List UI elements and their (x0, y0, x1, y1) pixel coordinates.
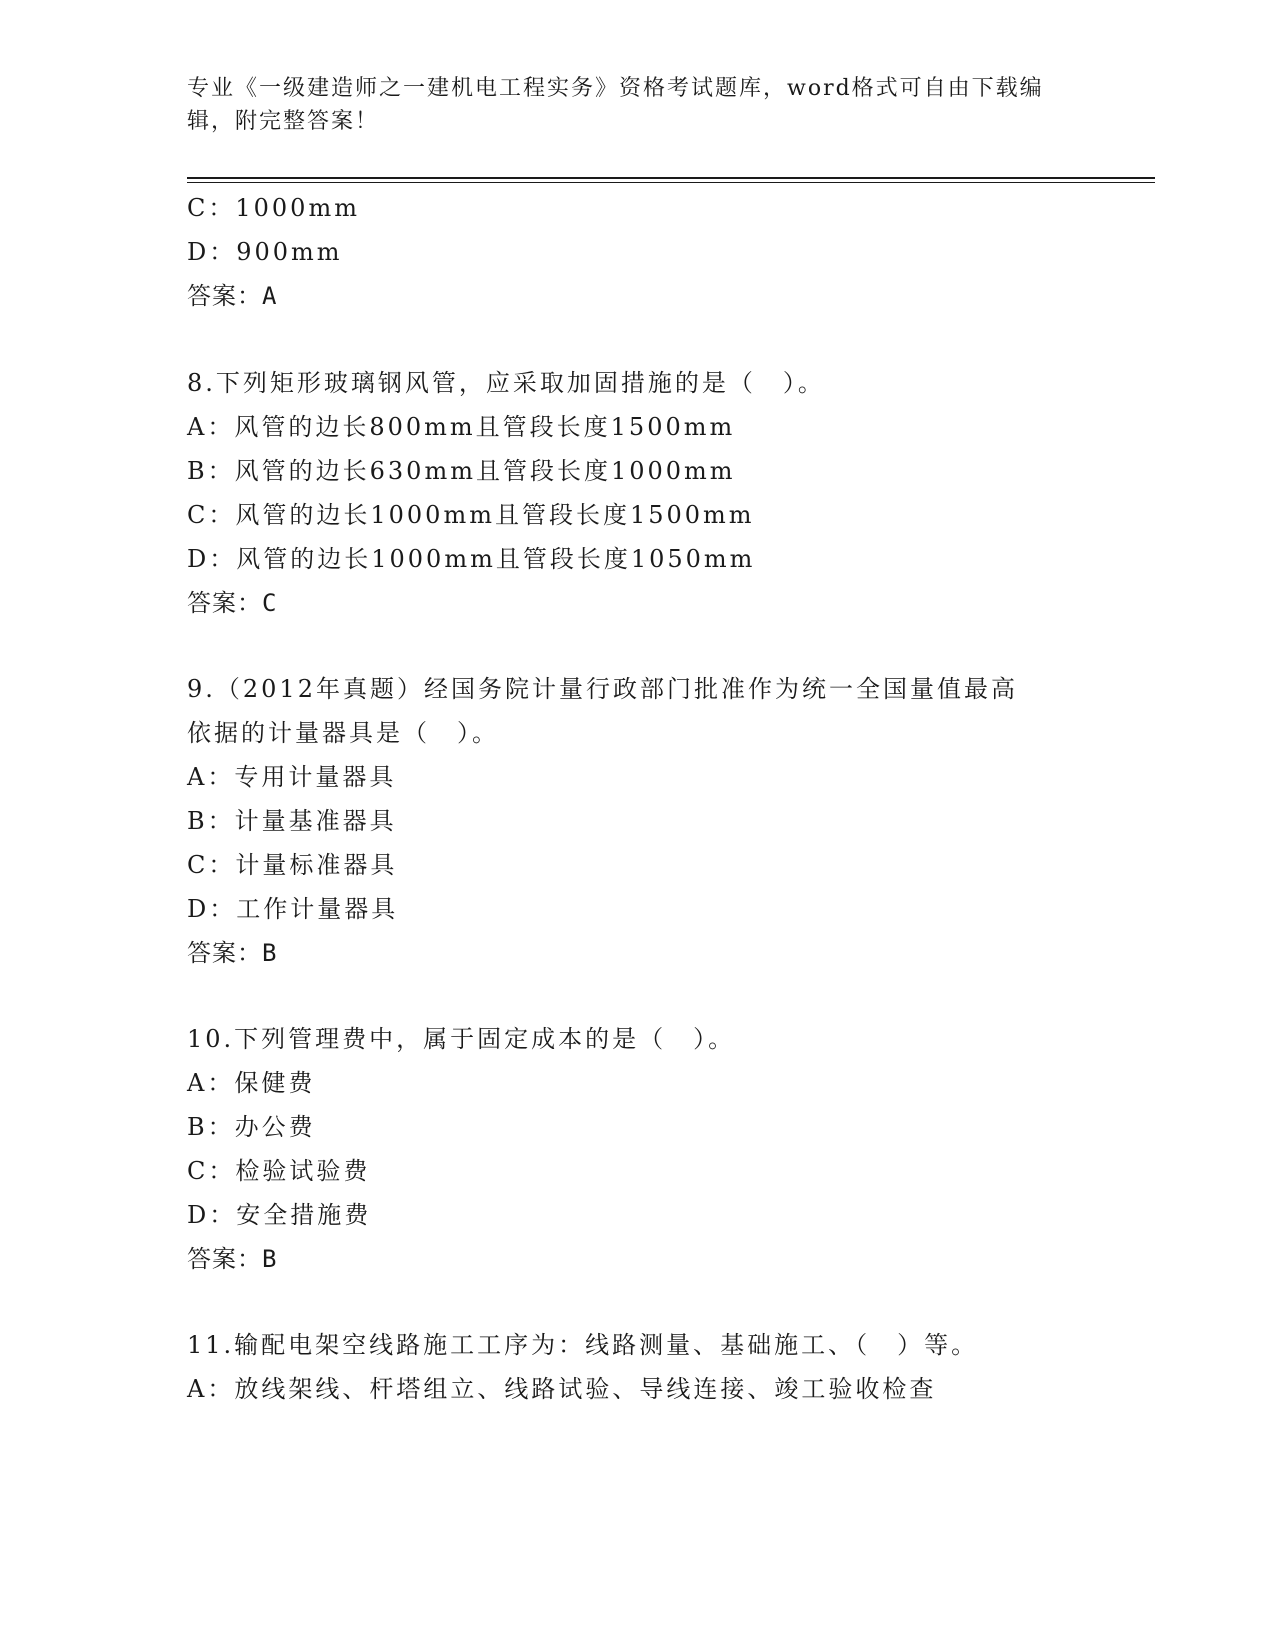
question-10-answer (187, 1243, 276, 1275)
question-9-option-a: A：专用计量器具 (187, 763, 397, 791)
answer-value: A (262, 282, 277, 310)
question-8-stem: 8.下列矩形玻璃钢风管，应采取加固措施的是（ ）。 (187, 369, 825, 397)
question-9-option-d: D：工作计量器具 (187, 895, 399, 923)
answer-label: 答案： (187, 282, 262, 310)
answer-value: B (262, 939, 277, 967)
question-10-option-a: A：保健费 (187, 1069, 316, 1097)
question-10-option-c: C：检验试验费 (187, 1157, 371, 1185)
option-d: D：900mm (187, 238, 343, 266)
question-9-answer (187, 937, 276, 969)
question-8-answer (187, 587, 276, 619)
answer-line (187, 280, 276, 312)
answer-label: 答案： (187, 589, 262, 617)
question-11-stem: 11.输配电架空线路施工工序为：线路测量、基础施工、（ ）等。 (187, 1331, 979, 1359)
question-10-option-d: D：安全措施费 (187, 1201, 372, 1229)
answer-value: B (262, 1245, 277, 1273)
answer-label: 答案： (187, 939, 262, 967)
answer-value: C (262, 589, 277, 617)
question-10-stem: 10.下列管理费中，属于固定成本的是（ ）。 (187, 1025, 736, 1053)
document-header (187, 72, 1067, 138)
question-8-option-c: C：风管的边长1000mm且管段长度1500mm (187, 501, 755, 529)
header-line-2: 辑，附完整答案！ (187, 109, 380, 134)
header-divider-thick (187, 177, 1155, 179)
option-c: C：1000mm (187, 194, 360, 222)
question-8-option-a: A：风管的边长800mm且管段长度1500mm (187, 413, 736, 441)
header-divider-thin (187, 182, 1155, 183)
question-8-option-d: D：风管的边长1000mm且管段长度1050mm (187, 545, 756, 573)
answer-label: 答案： (187, 1245, 262, 1273)
question-9-option-c: C：计量标准器具 (187, 851, 398, 879)
question-9-stem-line-2: 依据的计量器具是（ ）。 (187, 719, 499, 747)
question-8-option-b: B：风管的边长630mm且管段长度1000mm (187, 457, 736, 485)
header-line-1: 专业《一级建造师之一建机电工程实务》资格考试题库，word格式可自由下载编 (187, 76, 1044, 101)
question-11-option-a: A：放线架线、杆塔组立、线路试验、导线连接、竣工验收检查 (187, 1375, 937, 1403)
question-9-stem-line-1: 9.（2012年真题）经国务院计量行政部门批准作为统一全国量值最高 (187, 675, 1018, 703)
question-10-option-b: B：办公费 (187, 1113, 316, 1141)
question-9-option-b: B：计量基准器具 (187, 807, 397, 835)
